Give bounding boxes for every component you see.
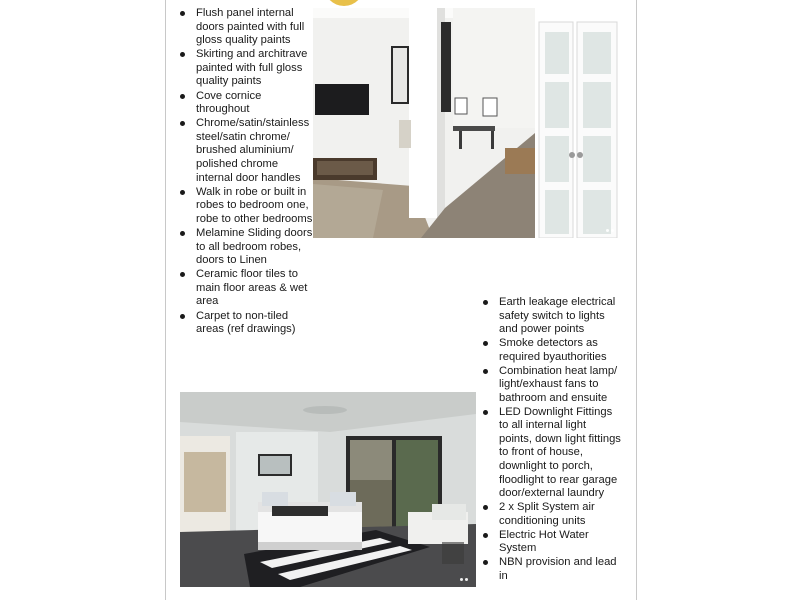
list-item: Smoke detectors as required byauthorities	[482, 337, 622, 364]
living-room-photo	[313, 8, 622, 238]
list-item: Combination heat lamp/ light/exhaust fans to bathroom and ensuite	[482, 365, 622, 406]
list-item: Electric Hot Water System	[482, 529, 622, 556]
page-right-edge	[636, 0, 637, 600]
inclusions-list-right	[482, 296, 622, 584]
inclusions-list-left	[179, 7, 314, 337]
list-item: Walk in robe or built in robes to bedroom one, robe to other bedrooms	[179, 186, 314, 227]
list-item: Cove cornice throughout	[179, 90, 314, 117]
list-item: Ceramic floor tiles to main floor areas & wet area	[179, 268, 314, 309]
bedroom-illustration	[180, 392, 476, 587]
page-left-edge	[165, 0, 166, 600]
list-item: Melamine Sliding doors to all bedroom robes, doors to Linen	[179, 227, 314, 268]
gallery-dots	[460, 578, 468, 581]
gallery-dots	[606, 229, 614, 232]
list-item: Chrome/satin/stainless steel/satin chrome/ brushed aluminium/ polished chrome internal door handles	[179, 117, 314, 185]
list-item: 2 x Split System air conditioning units	[482, 501, 622, 528]
bedroom-photo	[180, 392, 476, 587]
living-room-illustration	[313, 8, 622, 238]
list-item: Flush panel internal doors painted with full gloss quality paints	[179, 7, 314, 48]
list-item: LED Downlight Fittings to all internal light points, down light fittings to front of house, downlight to porch, floodlight to rear garage door/external laundry	[482, 406, 622, 501]
list-item: Skirting and architrave painted with full gloss quality paints	[179, 48, 314, 89]
list-item: Carpet to non-tiled areas (ref drawings)	[179, 310, 314, 337]
gold-logo-fragment	[324, 0, 364, 6]
list-item: NBN provision and lead in	[482, 556, 622, 583]
list-item: Earth leakage electrical safety switch to lights and power points	[482, 296, 622, 337]
